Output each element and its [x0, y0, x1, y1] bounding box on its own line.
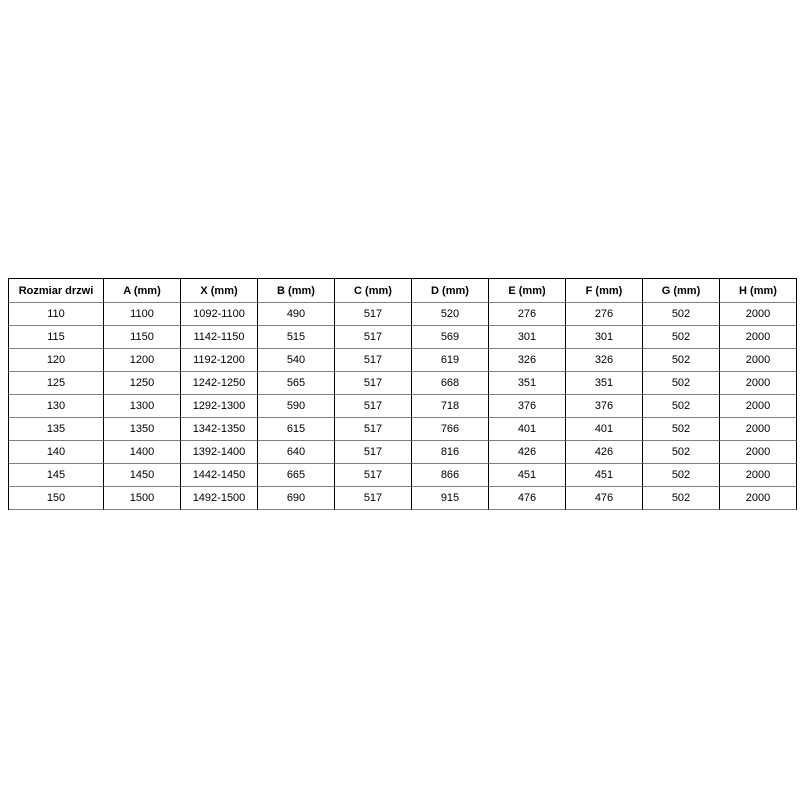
column-header: H (mm) — [720, 279, 797, 303]
value-cell: 515 — [258, 326, 335, 349]
table-row — [9, 464, 797, 487]
value-cell: 351 — [566, 372, 643, 395]
value-cell: 451 — [489, 464, 566, 487]
value-cell: 2000 — [720, 418, 797, 441]
header-row — [9, 279, 797, 303]
table-row — [9, 441, 797, 464]
table-body — [9, 303, 797, 510]
value-cell: 619 — [412, 349, 489, 372]
table-row — [9, 418, 797, 441]
value-cell: 490 — [258, 303, 335, 326]
value-cell: 476 — [566, 487, 643, 510]
row-size-cell: 150 — [9, 487, 104, 510]
value-cell: 1500 — [104, 487, 181, 510]
value-cell: 517 — [335, 418, 412, 441]
value-cell: 276 — [566, 303, 643, 326]
value-cell: 517 — [335, 464, 412, 487]
column-header: D (mm) — [412, 279, 489, 303]
value-cell: 502 — [643, 349, 720, 372]
table-row — [9, 487, 797, 510]
value-cell: 1242-1250 — [181, 372, 258, 395]
value-cell: 517 — [335, 395, 412, 418]
row-size-cell: 120 — [9, 349, 104, 372]
value-cell: 517 — [335, 487, 412, 510]
value-cell: 502 — [643, 464, 720, 487]
value-cell: 517 — [335, 303, 412, 326]
column-header: Rozmiar drzwi — [9, 279, 104, 303]
value-cell: 615 — [258, 418, 335, 441]
value-cell: 1100 — [104, 303, 181, 326]
column-header: X (mm) — [181, 279, 258, 303]
value-cell: 690 — [258, 487, 335, 510]
value-cell: 2000 — [720, 326, 797, 349]
value-cell: 502 — [643, 372, 720, 395]
value-cell: 668 — [412, 372, 489, 395]
value-cell: 401 — [566, 418, 643, 441]
value-cell: 1450 — [104, 464, 181, 487]
value-cell: 2000 — [720, 303, 797, 326]
value-cell: 1350 — [104, 418, 181, 441]
value-cell: 1250 — [104, 372, 181, 395]
value-cell: 569 — [412, 326, 489, 349]
value-cell: 2000 — [720, 372, 797, 395]
value-cell: 376 — [566, 395, 643, 418]
value-cell: 517 — [335, 441, 412, 464]
value-cell: 1400 — [104, 441, 181, 464]
value-cell: 301 — [489, 326, 566, 349]
table-row — [9, 349, 797, 372]
value-cell: 426 — [566, 441, 643, 464]
door-size-table — [8, 278, 797, 510]
value-cell: 520 — [412, 303, 489, 326]
value-cell: 1492-1500 — [181, 487, 258, 510]
value-cell: 502 — [643, 441, 720, 464]
value-cell: 1292-1300 — [181, 395, 258, 418]
value-cell: 517 — [335, 349, 412, 372]
row-size-cell: 110 — [9, 303, 104, 326]
value-cell: 866 — [412, 464, 489, 487]
value-cell: 1200 — [104, 349, 181, 372]
value-cell: 2000 — [720, 441, 797, 464]
value-cell: 1392-1400 — [181, 441, 258, 464]
value-cell: 2000 — [720, 349, 797, 372]
value-cell: 426 — [489, 441, 566, 464]
value-cell: 1300 — [104, 395, 181, 418]
value-cell: 718 — [412, 395, 489, 418]
value-cell: 301 — [566, 326, 643, 349]
value-cell: 816 — [412, 441, 489, 464]
row-size-cell: 135 — [9, 418, 104, 441]
value-cell: 517 — [335, 326, 412, 349]
value-cell: 2000 — [720, 464, 797, 487]
value-cell: 640 — [258, 441, 335, 464]
value-cell: 502 — [643, 418, 720, 441]
column-header: F (mm) — [566, 279, 643, 303]
value-cell: 1142-1150 — [181, 326, 258, 349]
row-size-cell: 140 — [9, 441, 104, 464]
value-cell: 590 — [258, 395, 335, 418]
value-cell: 1092-1100 — [181, 303, 258, 326]
value-cell: 915 — [412, 487, 489, 510]
row-size-cell: 145 — [9, 464, 104, 487]
table-row — [9, 303, 797, 326]
value-cell: 502 — [643, 326, 720, 349]
value-cell: 565 — [258, 372, 335, 395]
value-cell: 451 — [566, 464, 643, 487]
value-cell: 401 — [489, 418, 566, 441]
value-cell: 540 — [258, 349, 335, 372]
value-cell: 351 — [489, 372, 566, 395]
column-header: B (mm) — [258, 279, 335, 303]
value-cell: 1442-1450 — [181, 464, 258, 487]
column-header: A (mm) — [104, 279, 181, 303]
value-cell: 276 — [489, 303, 566, 326]
value-cell: 476 — [489, 487, 566, 510]
value-cell: 1342-1350 — [181, 418, 258, 441]
column-header: C (mm) — [335, 279, 412, 303]
value-cell: 1150 — [104, 326, 181, 349]
table-row — [9, 326, 797, 349]
row-size-cell: 115 — [9, 326, 104, 349]
value-cell: 1192-1200 — [181, 349, 258, 372]
value-cell: 2000 — [720, 395, 797, 418]
value-cell: 502 — [643, 487, 720, 510]
value-cell: 665 — [258, 464, 335, 487]
value-cell: 376 — [489, 395, 566, 418]
value-cell: 502 — [643, 395, 720, 418]
value-cell: 2000 — [720, 487, 797, 510]
column-header: E (mm) — [489, 279, 566, 303]
value-cell: 326 — [489, 349, 566, 372]
value-cell: 517 — [335, 372, 412, 395]
table-row — [9, 372, 797, 395]
table-row — [9, 395, 797, 418]
row-size-cell: 125 — [9, 372, 104, 395]
value-cell: 766 — [412, 418, 489, 441]
column-header: G (mm) — [643, 279, 720, 303]
value-cell: 502 — [643, 303, 720, 326]
row-size-cell: 130 — [9, 395, 104, 418]
value-cell: 326 — [566, 349, 643, 372]
